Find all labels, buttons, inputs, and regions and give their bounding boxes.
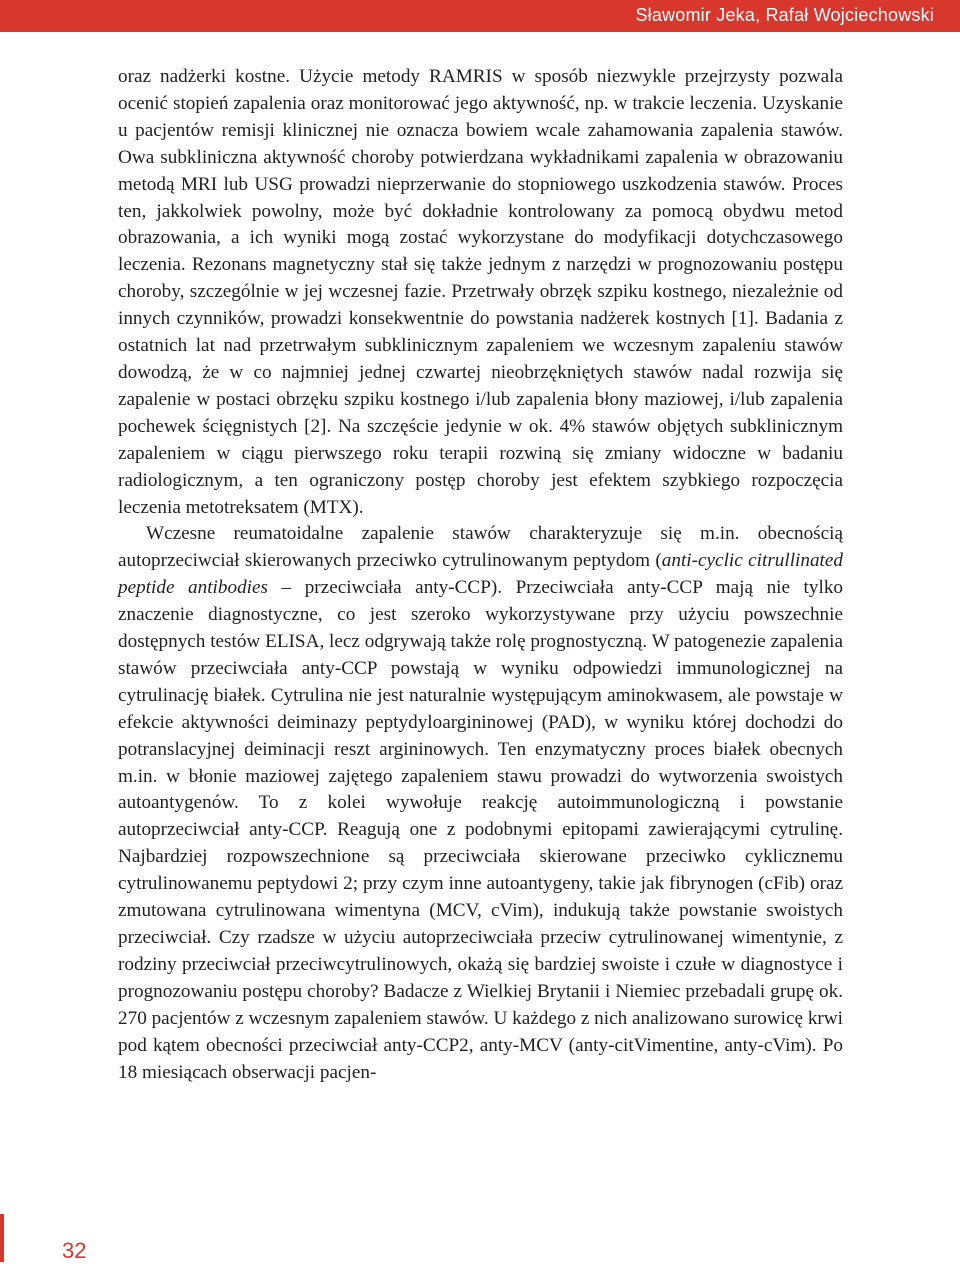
paragraph-1: oraz nadżerki kostne. Użycie metody RAMRIS w sposób niezwykle przejrzysty pozwala ocenić stopień zapalenia oraz monitorować jego aktywność, np. w trakcie leczenia. Uzyskanie u pacjentów remisji klinicznej nie oznacza bowiem wcale zahamowania zapalenia stawów. Owa subkliniczna aktywność choroby potwierdzana wykładnikami zapalenia w obrazowaniu metodą MRI lub USG prowadzi nieprzerwanie do stopniowego uszkodzenia stawów. Proces ten, jakkolwiek powolny, może być dokładnie kontrolowany za pomocą obydwu metod obrazowania, a ich wyniki mogą zostać wykorzystane do modyfikacji dotychczasowego leczenia. Rezonans magnetyczny stał się także jednym z narzędzi w prognozowaniu postępu choroby, szczególnie w jej wczesnej fazie. Przetrwały obrzęk szpiku kostnego, niezależnie od innych czynników, prowadzi konsekwentnie do powstania nadżerek kostnych [1]. Badania z ostatnich lat nad przetrwałym subklinicznym zapaleniem we wczesnym zapaleniu stawów dowodzą, że w co najmniej jednej czwartej nieobrzękniętych stawów nadal rozwija się zapalenie w postaci obrzęku szpiku kostnego i/lub zapalenia błony maziowej, i/lub zapalenia pochewek ścięgnistych [2]. Na szczęście jedynie w ok. 4% stawów objętych subklinicznym zapaleniem w ciągu pierwszego roku terapii rozwiną się zmiany widoczne w badaniu radiologicznym, a ten ograniczony postęp choroby jest efektem szybkiego rozpoczęcia leczenia metotreksatem (MTX). — [118, 66, 843, 518]
paragraph-2-italic-term: anti-cyclic citrullinated peptide antibodies — [118, 550, 844, 599]
header-authors: Sławomir Jeka, Rafał Wojciechowski — [635, 5, 934, 25]
paragraph-2-text-b: – przeciwciała anty-CCP). Przeciwciała anty-CCP mają nie tylko znaczenie diagnostyczne, co jest szeroko wykorzystywane przy użyciu powszechnie dostępnych testów ELISA, lecz odgrywają także rolę prognostyczną. W patogenezie zapalenia stawów przeciwciała anty-CCP powstają w wyniku odpowiedzi immunologicznej na cytrulinację białek. Cytrulina nie jest naturalnie występującym aminokwasem, ale powstaje w efekcie aktywności deiminazy peptydyloargininowej (PAD), w wyniku której dochodzi do potranslacyjnej deiminacji reszt argininowych. Ten enzymatyczny proces białek obecnych m.in. w błonie maziowej zajętego zapaleniem stawu prowadzi do wytworzenia swoistych autoantygenów. To z kolei wywołuje reakcję autoimmunologiczną i powstanie autoprzeciwciał anty-CCP. Reagują one z podobnymi epitopami zawierającymi cytrulinę. Najbardziej rozpowszechnione są przeciwciała skierowane przeciwko cyklicznemu cytrulinowanemu peptydowi 2; przy czym inne autoantygeny, takie jak fibrynogen (cFib) oraz zmutowana cytrulinowana wimentyna (MCV, cVim), indukują także powstanie swoistych przeciwciał. Czy rzadsze w użyciu autoprzeciwciała przeciw cytrulinowanej wimentynie, z rodziny przeciwciał przeciwcytrulinowych, okażą się bardziej swoiste i czułe w diagnostyce i prognozowaniu postępu choroby? Badacze z Wielkiej Brytanii i Niemiec przebadali grupę ok. 270 pacjentów z wczesnym zapaleniem stawów. U każdego z nich analizowano surowicę krwi pod kątem obecności przeciwciał anty-CCP2, anty-MCV (anty-citVimentine, anty-cVim). Po 18 miesiącach obserwacji pacjen- — [118, 577, 844, 1083]
paragraph-2-text-a: Wczesne reumatoidalne zapalenie stawów charakteryzuje się m.in. obecnością autoprzeciwciał skierowanych przeciwko cytrulinowanym peptydom ( — [118, 523, 843, 572]
body-text — [118, 64, 843, 1086]
page-number: 32 — [62, 1238, 87, 1263]
page-edge-marker — [0, 1214, 4, 1262]
paragraph-2 — [118, 521, 843, 1086]
running-header — [0, 0, 960, 32]
